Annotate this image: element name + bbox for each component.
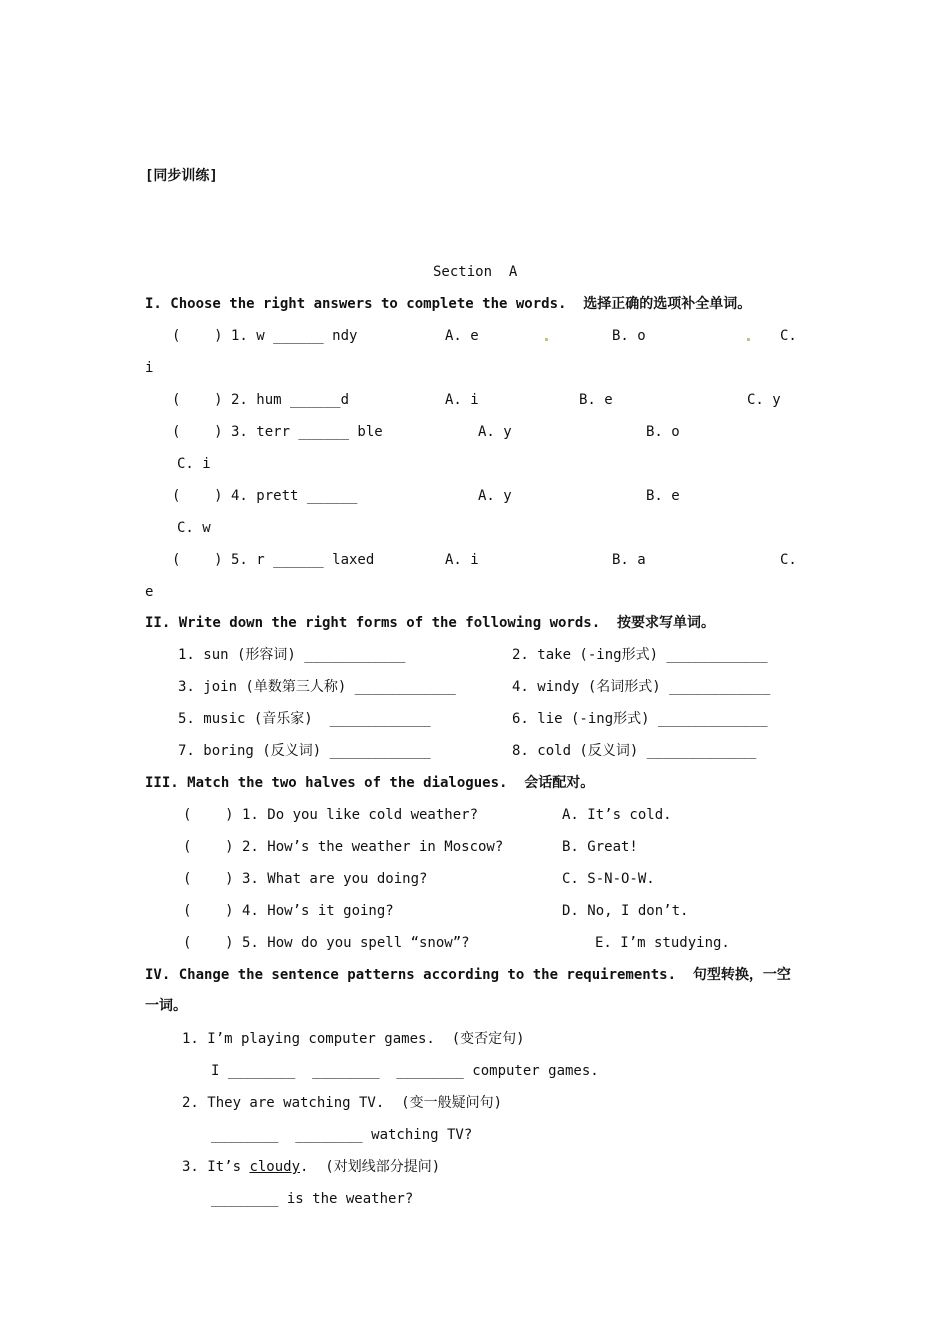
- part1-q3: ( ) 3. terr ______ ble: [172, 424, 383, 440]
- worksheet-heading: [同步训练]: [145, 168, 218, 184]
- part2-item-2: 2. take (-ing形式) ____________: [512, 647, 768, 663]
- underlined-word: cloudy: [249, 1159, 301, 1175]
- part1-q2-option-b: B. e: [579, 392, 613, 408]
- part2-item-7: 7. boring (反义词) ____________: [178, 743, 431, 759]
- part1-q3-option-c: C. i: [177, 456, 211, 472]
- part3-answer-e: E. I’m studying.: [595, 935, 730, 951]
- part1-q5-option-c: C.: [780, 552, 797, 568]
- part2-title: II. Write down the right forms of the following words. 按要求写单词。: [145, 615, 716, 631]
- part1-q4-option-a: A. y: [478, 488, 512, 504]
- part1-q4-option-b: B. e: [646, 488, 680, 504]
- part1-q4: ( ) 4. prett ______: [172, 488, 358, 504]
- part1-q5: ( ) 5. r ______ laxed: [172, 552, 375, 568]
- section-title: Section A: [433, 264, 518, 280]
- part1-q2-option-a: A. i: [445, 392, 479, 408]
- part4-title-wrap: 一词。: [145, 998, 187, 1014]
- part4-question-2: 2. They are watching TV. (变一般疑问句): [182, 1095, 503, 1111]
- part2-item-4: 4. windy (名词形式) ____________: [512, 679, 771, 695]
- part2-item-5: 5. music (音乐家) ____________: [178, 711, 431, 727]
- part4-answer-3: ________ is the weather?: [211, 1191, 414, 1207]
- part3-answer-d: D. No, I don’t.: [562, 903, 689, 919]
- part1-q1: ( ) 1. w ______ ndy: [172, 328, 358, 344]
- part4-q3-prefix: 3. It’s: [182, 1159, 250, 1175]
- part4-question-3: [182, 1158, 440, 1176]
- part2-item-1: 1. sun (形容词) ____________: [178, 647, 406, 663]
- decorative-dot: [545, 338, 548, 341]
- decorative-dot: [747, 338, 750, 341]
- part3-question-4: ( ) 4. How’s it going?: [183, 903, 394, 919]
- part3-question-2: ( ) 2. How’s the weather in Moscow?: [183, 839, 504, 855]
- part4-question-1: 1. I’m playing computer games. (变否定句): [182, 1031, 525, 1047]
- part1-q3-option-b: B. o: [646, 424, 680, 440]
- part1-q1-option-a: A. e: [445, 328, 479, 344]
- part1-q1-option-c: C.: [780, 328, 797, 344]
- part1-q5-option-c-wrap: e: [145, 584, 154, 600]
- part3-answer-c: C. S-N-O-W.: [562, 871, 655, 887]
- part1-q2: ( ) 2. hum ______d: [172, 392, 350, 408]
- part4-answer-2: ________ ________ watching TV?: [211, 1127, 473, 1143]
- part3-question-1: ( ) 1. Do you like cold weather?: [183, 807, 479, 823]
- part1-q5-option-a: A. i: [445, 552, 479, 568]
- part2-item-3: 3. join (单数第三人称) ____________: [178, 679, 456, 695]
- part1-q3-option-a: A. y: [478, 424, 512, 440]
- part3-question-3: ( ) 3. What are you doing?: [183, 871, 428, 887]
- part3-answer-b: B. Great!: [562, 839, 638, 855]
- part2-item-6: 6. lie (-ing形式) _____________: [512, 711, 768, 727]
- part4-q3-suffix: . (对划线部分提问): [300, 1159, 441, 1175]
- part2-item-8: 8. cold (反义词) _____________: [512, 743, 757, 759]
- part3-title: III. Match the two halves of the dialogues. 会话配对。: [145, 775, 595, 791]
- part1-title: I. Choose the right answers to complete the words. 选择正确的选项补全单词。: [145, 296, 752, 312]
- part1-q4-option-c: C. w: [177, 520, 211, 536]
- part4-title: IV. Change the sentence patterns according to the requirements. 句型转换，一空: [145, 967, 791, 983]
- part1-q1-option-b: B. o: [612, 328, 646, 344]
- part4-answer-1: I ________ ________ ________ computer games.: [211, 1063, 599, 1079]
- part3-answer-a: A. It’s cold.: [562, 807, 672, 823]
- part1-q5-option-b: B. a: [612, 552, 646, 568]
- part1-q2-option-c: C. y: [747, 392, 781, 408]
- part3-question-5: ( ) 5. How do you spell “snow”?: [183, 935, 470, 951]
- part1-q1-option-c-wrap: i: [145, 360, 154, 376]
